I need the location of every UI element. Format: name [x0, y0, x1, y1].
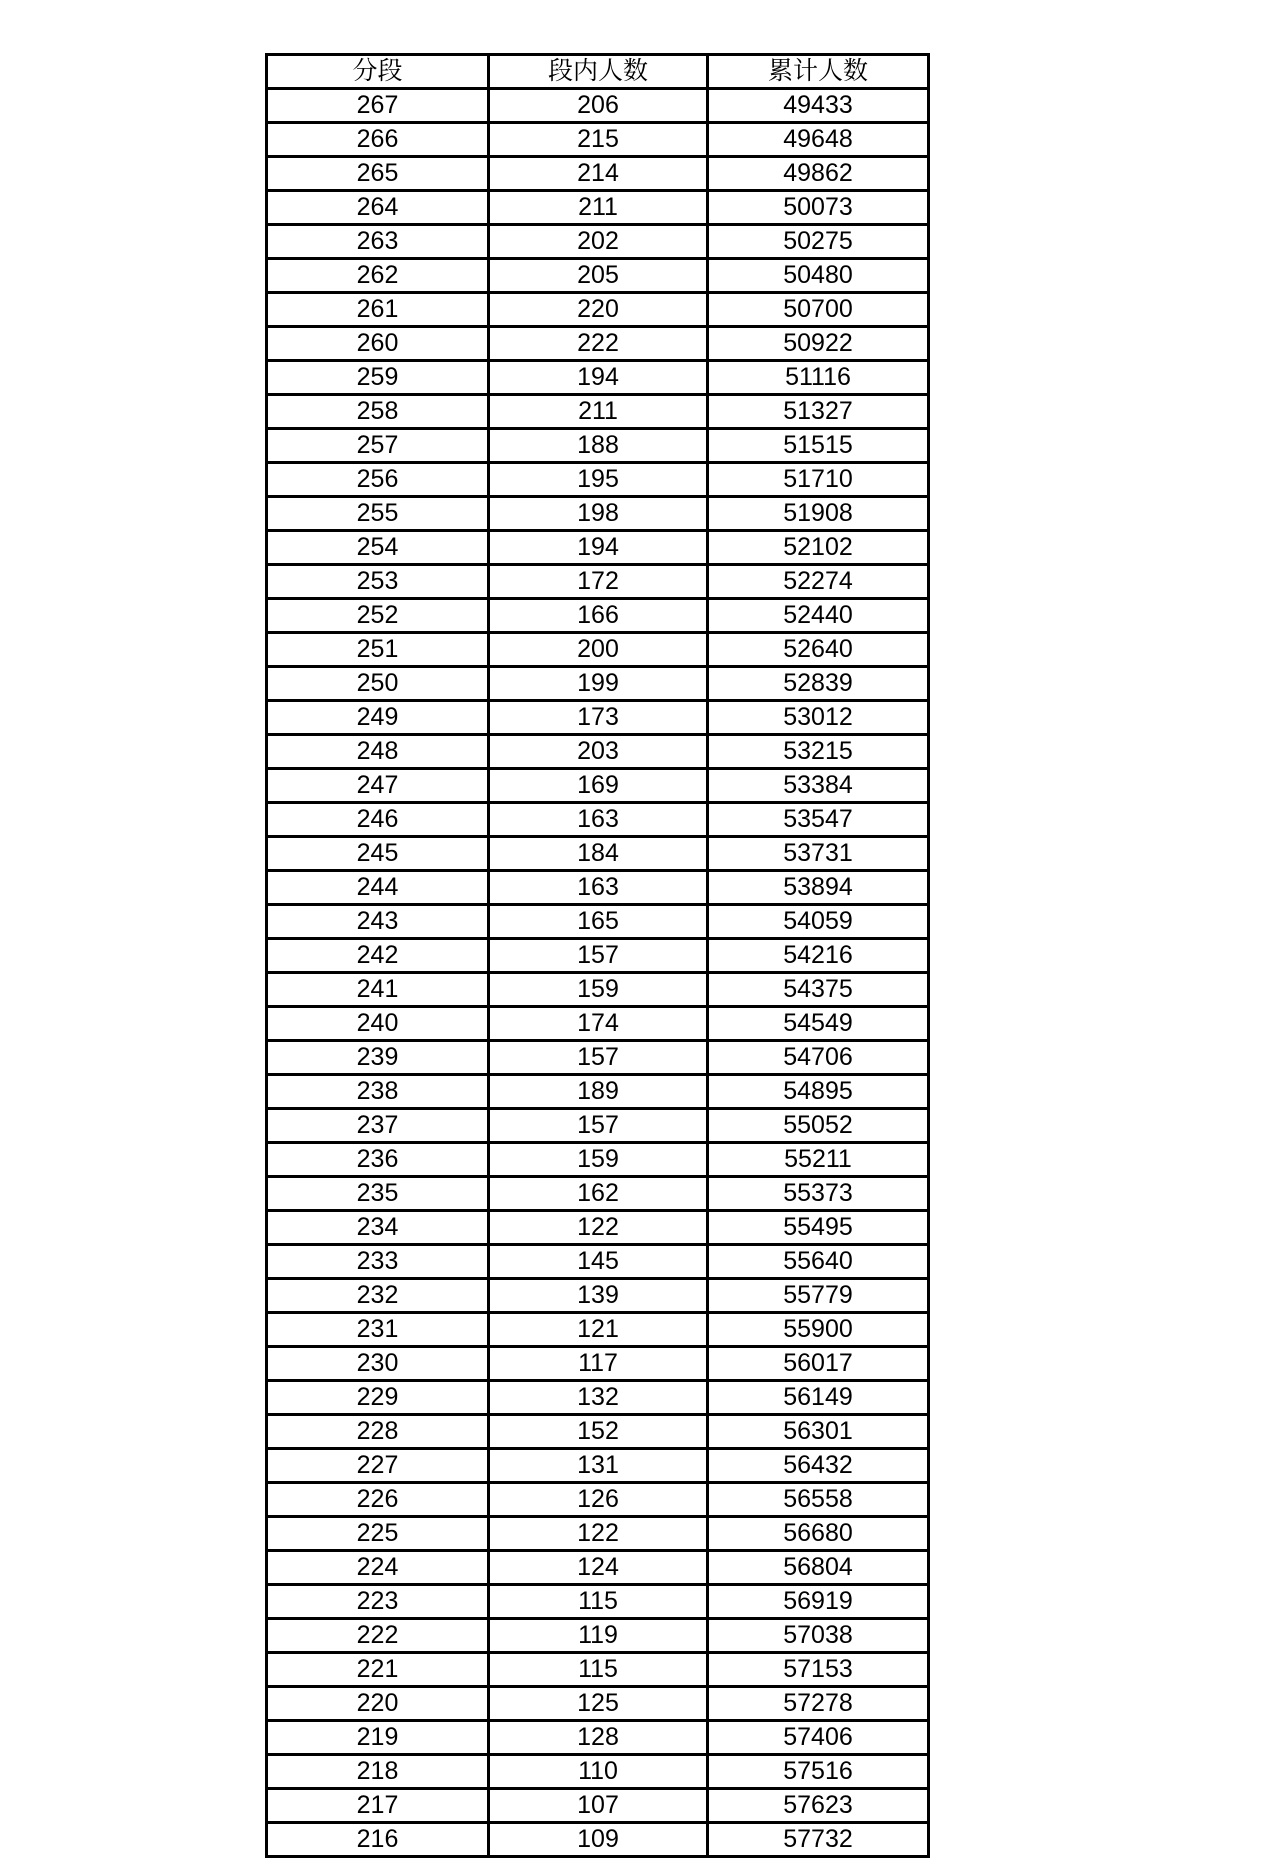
segment-cell: 226 [267, 1483, 489, 1517]
cumulative-count-cell: 51710 [708, 463, 929, 497]
cumulative-count-cell: 54059 [708, 905, 929, 939]
count-in-segment-cell: 199 [489, 667, 708, 701]
count-in-segment-cell: 222 [489, 327, 708, 361]
segment-cell: 247 [267, 769, 489, 803]
cumulative-count-cell: 57516 [708, 1755, 929, 1789]
table-row [267, 1381, 929, 1415]
segment-cell: 246 [267, 803, 489, 837]
cumulative-count-cell: 53384 [708, 769, 929, 803]
count-in-segment-cell: 206 [489, 89, 708, 123]
cumulative-count-cell: 54216 [708, 939, 929, 973]
count-in-segment-cell: 157 [489, 1041, 708, 1075]
table-row [267, 633, 929, 667]
cumulative-count-cell: 57732 [708, 1823, 929, 1857]
count-in-segment-cell: 110 [489, 1755, 708, 1789]
cumulative-count-cell: 56017 [708, 1347, 929, 1381]
table-row [267, 293, 929, 327]
cumulative-count-cell: 55052 [708, 1109, 929, 1143]
count-in-segment-cell: 115 [489, 1585, 708, 1619]
segment-cell: 256 [267, 463, 489, 497]
segment-cell: 254 [267, 531, 489, 565]
cumulative-count-cell: 49862 [708, 157, 929, 191]
count-in-segment-cell: 194 [489, 531, 708, 565]
count-in-segment-cell: 214 [489, 157, 708, 191]
table-row [267, 395, 929, 429]
segment-cell: 231 [267, 1313, 489, 1347]
cumulative-count-cell: 50275 [708, 225, 929, 259]
count-in-segment-cell: 163 [489, 871, 708, 905]
score-distribution-table [265, 53, 930, 1858]
header-row [267, 55, 929, 89]
segment-cell: 228 [267, 1415, 489, 1449]
count-in-segment-cell: 121 [489, 1313, 708, 1347]
segment-cell: 229 [267, 1381, 489, 1415]
table-row [267, 701, 929, 735]
cumulative-count-cell: 56680 [708, 1517, 929, 1551]
cumulative-count-cell: 56558 [708, 1483, 929, 1517]
segment-cell: 233 [267, 1245, 489, 1279]
segment-cell: 235 [267, 1177, 489, 1211]
segment-cell: 216 [267, 1823, 489, 1857]
count-in-segment-cell: 203 [489, 735, 708, 769]
cumulative-count-cell: 50922 [708, 327, 929, 361]
count-in-segment-cell: 122 [489, 1211, 708, 1245]
cumulative-count-cell: 49648 [708, 123, 929, 157]
cumulative-count-cell: 57038 [708, 1619, 929, 1653]
segment-cell: 238 [267, 1075, 489, 1109]
table-row [267, 1551, 929, 1585]
count-in-segment-cell: 195 [489, 463, 708, 497]
count-in-segment-cell: 184 [489, 837, 708, 871]
table-row [267, 89, 929, 123]
segment-cell: 227 [267, 1449, 489, 1483]
cumulative-count-cell: 52640 [708, 633, 929, 667]
count-in-segment-cell: 145 [489, 1245, 708, 1279]
header-segment: 分段 [267, 55, 489, 89]
table-row [267, 1653, 929, 1687]
table-row [267, 1619, 929, 1653]
count-in-segment-cell: 107 [489, 1789, 708, 1823]
segment-cell: 230 [267, 1347, 489, 1381]
count-in-segment-cell: 220 [489, 293, 708, 327]
count-in-segment-cell: 122 [489, 1517, 708, 1551]
segment-cell: 220 [267, 1687, 489, 1721]
table-row [267, 1279, 929, 1313]
table-row [267, 1449, 929, 1483]
count-in-segment-cell: 125 [489, 1687, 708, 1721]
count-in-segment-cell: 124 [489, 1551, 708, 1585]
table-row [267, 837, 929, 871]
cumulative-count-cell: 54706 [708, 1041, 929, 1075]
table-row [267, 191, 929, 225]
segment-cell: 261 [267, 293, 489, 327]
segment-cell: 217 [267, 1789, 489, 1823]
table-row [267, 1109, 929, 1143]
cumulative-count-cell: 51327 [708, 395, 929, 429]
segment-cell: 258 [267, 395, 489, 429]
table-row [267, 1313, 929, 1347]
count-in-segment-cell: 215 [489, 123, 708, 157]
table-row [267, 1041, 929, 1075]
segment-cell: 262 [267, 259, 489, 293]
cumulative-count-cell: 50480 [708, 259, 929, 293]
cumulative-count-cell: 49433 [708, 89, 929, 123]
count-in-segment-cell: 172 [489, 565, 708, 599]
count-in-segment-cell: 119 [489, 1619, 708, 1653]
cumulative-count-cell: 56919 [708, 1585, 929, 1619]
segment-cell: 232 [267, 1279, 489, 1313]
count-in-segment-cell: 152 [489, 1415, 708, 1449]
cumulative-count-cell: 56804 [708, 1551, 929, 1585]
cumulative-count-cell: 54549 [708, 1007, 929, 1041]
cumulative-count-cell: 56149 [708, 1381, 929, 1415]
segment-cell: 237 [267, 1109, 489, 1143]
cumulative-count-cell: 51908 [708, 497, 929, 531]
table-row [267, 1517, 929, 1551]
count-in-segment-cell: 131 [489, 1449, 708, 1483]
table-row [267, 531, 929, 565]
cumulative-count-cell: 55900 [708, 1313, 929, 1347]
cumulative-count-cell: 51515 [708, 429, 929, 463]
segment-cell: 266 [267, 123, 489, 157]
count-in-segment-cell: 211 [489, 191, 708, 225]
segment-cell: 252 [267, 599, 489, 633]
table-row [267, 939, 929, 973]
count-in-segment-cell: 200 [489, 633, 708, 667]
segment-cell: 221 [267, 1653, 489, 1687]
cumulative-count-cell: 55373 [708, 1177, 929, 1211]
segment-cell: 234 [267, 1211, 489, 1245]
count-in-segment-cell: 159 [489, 1143, 708, 1177]
cumulative-count-cell: 52839 [708, 667, 929, 701]
cumulative-count-cell: 54375 [708, 973, 929, 1007]
cumulative-count-cell: 52274 [708, 565, 929, 599]
table-row [267, 225, 929, 259]
count-in-segment-cell: 166 [489, 599, 708, 633]
segment-cell: 236 [267, 1143, 489, 1177]
segment-cell: 250 [267, 667, 489, 701]
cumulative-count-cell: 53894 [708, 871, 929, 905]
cumulative-count-cell: 57153 [708, 1653, 929, 1687]
table-row [267, 361, 929, 395]
segment-cell: 243 [267, 905, 489, 939]
segment-cell: 244 [267, 871, 489, 905]
count-in-segment-cell: 126 [489, 1483, 708, 1517]
table-row [267, 463, 929, 497]
cumulative-count-cell: 57278 [708, 1687, 929, 1721]
cumulative-count-cell: 53547 [708, 803, 929, 837]
segment-cell: 251 [267, 633, 489, 667]
cumulative-count-cell: 53731 [708, 837, 929, 871]
segment-cell: 255 [267, 497, 489, 531]
count-in-segment-cell: 165 [489, 905, 708, 939]
count-in-segment-cell: 159 [489, 973, 708, 1007]
count-in-segment-cell: 194 [489, 361, 708, 395]
table-row [267, 1721, 929, 1755]
segment-cell: 253 [267, 565, 489, 599]
segment-cell: 263 [267, 225, 489, 259]
count-in-segment-cell: 163 [489, 803, 708, 837]
count-in-segment-cell: 189 [489, 1075, 708, 1109]
cumulative-count-cell: 55779 [708, 1279, 929, 1313]
count-in-segment-cell: 128 [489, 1721, 708, 1755]
cumulative-count-cell: 50073 [708, 191, 929, 225]
segment-cell: 223 [267, 1585, 489, 1619]
cumulative-count-cell: 55495 [708, 1211, 929, 1245]
table-row [267, 769, 929, 803]
segment-cell: 259 [267, 361, 489, 395]
segment-cell: 245 [267, 837, 489, 871]
cumulative-count-cell: 56301 [708, 1415, 929, 1449]
cumulative-count-cell: 52102 [708, 531, 929, 565]
table-row [267, 429, 929, 463]
table-row [267, 1075, 929, 1109]
count-in-segment-cell: 117 [489, 1347, 708, 1381]
count-in-segment-cell: 162 [489, 1177, 708, 1211]
header-count-in-segment: 段内人数 [489, 55, 708, 89]
segment-cell: 218 [267, 1755, 489, 1789]
segment-cell: 224 [267, 1551, 489, 1585]
segment-cell: 225 [267, 1517, 489, 1551]
table-row [267, 1347, 929, 1381]
count-in-segment-cell: 109 [489, 1823, 708, 1857]
table-row [267, 1177, 929, 1211]
count-in-segment-cell: 205 [489, 259, 708, 293]
table-row [267, 497, 929, 531]
table-row [267, 599, 929, 633]
table-row [267, 1483, 929, 1517]
segment-cell: 222 [267, 1619, 489, 1653]
table-row [267, 1823, 929, 1857]
table-row [267, 1245, 929, 1279]
table-body [267, 89, 929, 1857]
count-in-segment-cell: 139 [489, 1279, 708, 1313]
segment-cell: 241 [267, 973, 489, 1007]
table-row [267, 803, 929, 837]
table-row [267, 123, 929, 157]
count-in-segment-cell: 202 [489, 225, 708, 259]
table-row [267, 327, 929, 361]
cumulative-count-cell: 57406 [708, 1721, 929, 1755]
segment-cell: 267 [267, 89, 489, 123]
cumulative-count-cell: 53012 [708, 701, 929, 735]
segment-cell: 242 [267, 939, 489, 973]
cumulative-count-cell: 52440 [708, 599, 929, 633]
count-in-segment-cell: 198 [489, 497, 708, 531]
count-in-segment-cell: 173 [489, 701, 708, 735]
count-in-segment-cell: 115 [489, 1653, 708, 1687]
cumulative-count-cell: 55211 [708, 1143, 929, 1177]
cumulative-count-cell: 57623 [708, 1789, 929, 1823]
table-row [267, 1143, 929, 1177]
table-row [267, 735, 929, 769]
count-in-segment-cell: 157 [489, 1109, 708, 1143]
cumulative-count-cell: 55640 [708, 1245, 929, 1279]
count-in-segment-cell: 174 [489, 1007, 708, 1041]
segment-cell: 260 [267, 327, 489, 361]
table-row [267, 1585, 929, 1619]
table-row [267, 1789, 929, 1823]
segment-cell: 219 [267, 1721, 489, 1755]
table-row [267, 1687, 929, 1721]
count-in-segment-cell: 211 [489, 395, 708, 429]
table-row [267, 667, 929, 701]
segment-cell: 257 [267, 429, 489, 463]
table-row [267, 259, 929, 293]
segment-cell: 240 [267, 1007, 489, 1041]
cumulative-count-cell: 51116 [708, 361, 929, 395]
cumulative-count-cell: 53215 [708, 735, 929, 769]
cumulative-count-cell: 54895 [708, 1075, 929, 1109]
table-row [267, 1007, 929, 1041]
table-row [267, 905, 929, 939]
segment-cell: 265 [267, 157, 489, 191]
header-cumulative-count: 累计人数 [708, 55, 929, 89]
count-in-segment-cell: 132 [489, 1381, 708, 1415]
cumulative-count-cell: 50700 [708, 293, 929, 327]
segment-cell: 249 [267, 701, 489, 735]
table-row [267, 1755, 929, 1789]
table-row [267, 1211, 929, 1245]
count-in-segment-cell: 188 [489, 429, 708, 463]
cumulative-count-cell: 56432 [708, 1449, 929, 1483]
segment-cell: 264 [267, 191, 489, 225]
table-row [267, 871, 929, 905]
table-row [267, 565, 929, 599]
segment-cell: 248 [267, 735, 489, 769]
count-in-segment-cell: 169 [489, 769, 708, 803]
count-in-segment-cell: 157 [489, 939, 708, 973]
table-row [267, 157, 929, 191]
segment-cell: 239 [267, 1041, 489, 1075]
table-row [267, 1415, 929, 1449]
table-row [267, 973, 929, 1007]
